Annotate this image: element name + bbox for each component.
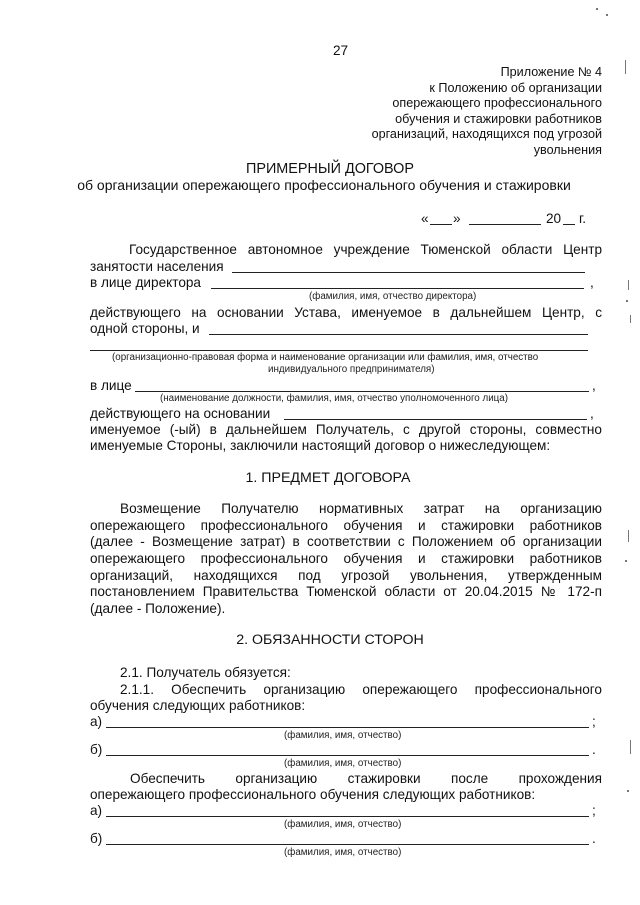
section-1-line: (далее - Возмещение затрат) в соответствии с Положением об организации: [90, 534, 602, 549]
scan-speck: [625, 560, 627, 562]
item-b-blank: [106, 755, 589, 756]
scan-speck: [625, 60, 626, 74]
item-a-end: ;: [592, 714, 596, 729]
scan-speck: [596, 8, 598, 10]
intro-line-5-label: одной стороны, и: [90, 321, 200, 336]
date-year-blank: [563, 224, 575, 225]
caption-director: (фамилия, имя, отчество директора): [309, 291, 477, 302]
date-year-prefix: 20: [546, 211, 562, 226]
scan-speck: [628, 280, 629, 290]
item-a-blank: [106, 727, 589, 728]
scan-speck: [630, 740, 631, 754]
caption-fio: (фамилия, имя, отчество): [284, 758, 402, 769]
intro-line-3-label: в лице директора: [90, 275, 201, 290]
appendix-line: Приложение № 4: [500, 65, 602, 79]
section-1-line: организаций, находящихся под угрозой увольнения, утвержденным: [90, 568, 602, 583]
intro-line-6-label: в лице: [90, 378, 132, 393]
item-b2-blank: [106, 844, 589, 845]
section-2-p1: 2.1. Получатель обязуется:: [120, 665, 291, 680]
section-1-line: постановлением Правительства Тюменской области от 20.04.2015 № 172-п: [90, 584, 602, 599]
intro-line-8: именуемое (-ый) в дальнейшем Получатель, с другой стороны, совместно: [90, 422, 602, 437]
intro-line-7-end: ,: [590, 406, 594, 421]
intro-line-4: действующего на основании Устава, именуемое в дальнейшем Центр, с: [90, 305, 602, 320]
scan-speck: [627, 790, 629, 792]
intro-line-1: Государственное автономное учреждение Тюменской области Центр: [129, 242, 602, 257]
caption-fio: (фамилия, имя, отчество): [284, 730, 402, 741]
section-1-line: (далее - Положение).: [90, 601, 226, 616]
section-2-p2-line-2: обучения следующих работников:: [90, 698, 306, 713]
section-1-line: опережающего профессионального обучения и стажировки работников: [90, 551, 602, 566]
center-name-blank: [232, 272, 585, 273]
appendix-line: опережающего профессионального: [392, 96, 602, 111]
item-a-label: а): [90, 714, 103, 729]
section-1-line: Возмещение Получателю нормативных затрат на организацию: [120, 501, 602, 516]
section-2-heading: 2. ОБЯЗАННОСТИ СТОРОН: [236, 632, 424, 648]
scan-speck: [606, 14, 608, 16]
caption-fio: (фамилия, имя, отчество): [284, 819, 402, 830]
page-number: 27: [333, 43, 349, 58]
representative-blank: [135, 391, 589, 392]
date-open-quote: «: [421, 211, 429, 226]
date-day-blank: [430, 224, 452, 225]
item-a2-end: ;: [592, 803, 596, 818]
appendix-line: обучения и стажировки работников: [395, 111, 602, 126]
recipient-blank-1: [209, 334, 588, 335]
date-year-suffix: г.: [579, 211, 587, 226]
section-1-heading: 1. ПРЕДМЕТ ДОГОВОРА: [245, 470, 411, 486]
date-month-blank: [469, 224, 541, 225]
intro-line-6-end: ,: [592, 378, 596, 393]
intro-line-7-label: действующего на основании: [90, 406, 271, 421]
intro-line-3-end: ,: [590, 275, 594, 290]
caption-position: (наименование должности, фамилия, имя, отчество уполномоченного лица): [160, 393, 508, 404]
item-a2-label: а): [90, 803, 103, 818]
section-2-p2-line-1: 2.1.1. Обеспечить организацию опережающего профессионального: [120, 682, 602, 697]
basis-blank: [284, 419, 587, 420]
item-b2-label: б): [90, 831, 103, 846]
section-2-p3-line-2: опережающего профессионального обучения следующих работников:: [90, 787, 536, 802]
document-title: ПРИМЕРНЫЙ ДОГОВОР: [246, 161, 414, 177]
item-b2-end: .: [592, 831, 596, 846]
appendix-line: организаций, находящихся под угрозой: [371, 127, 602, 142]
director-blank: [211, 288, 584, 289]
document-subtitle: об организации опережающего профессионального обучения и стажировки: [77, 177, 571, 193]
section-2-p3-line-1: Обеспечить организацию стажировки после прохождения: [130, 771, 602, 786]
caption-org-1: (организационно-правовая форма и наименование организации или фамилия, имя, отчество: [112, 352, 539, 363]
recipient-blank-2: [90, 350, 588, 351]
caption-fio: (фамилия, имя, отчество): [284, 847, 402, 858]
intro-line-9: именуемые Стороны, заключили настоящий договор о нижеследующем:: [90, 438, 551, 453]
item-b-label: б): [90, 742, 103, 757]
appendix-line: увольнения: [533, 142, 602, 157]
scan-speck: [626, 300, 628, 302]
appendix-block: [372, 65, 602, 159]
intro-line-2-label: занятости населения: [90, 259, 224, 274]
scan-speck: [630, 315, 631, 323]
date-close-quote: »: [453, 211, 461, 226]
caption-org-2: индивидуального предпринимателя): [268, 364, 435, 375]
appendix-line: к Положению об организации: [429, 80, 602, 95]
scan-speck: [628, 530, 629, 542]
item-b-end: .: [592, 742, 596, 757]
item-a2-blank: [106, 816, 589, 817]
section-1-line: опережающего профессионального обучения и стажировки работников: [90, 518, 602, 533]
